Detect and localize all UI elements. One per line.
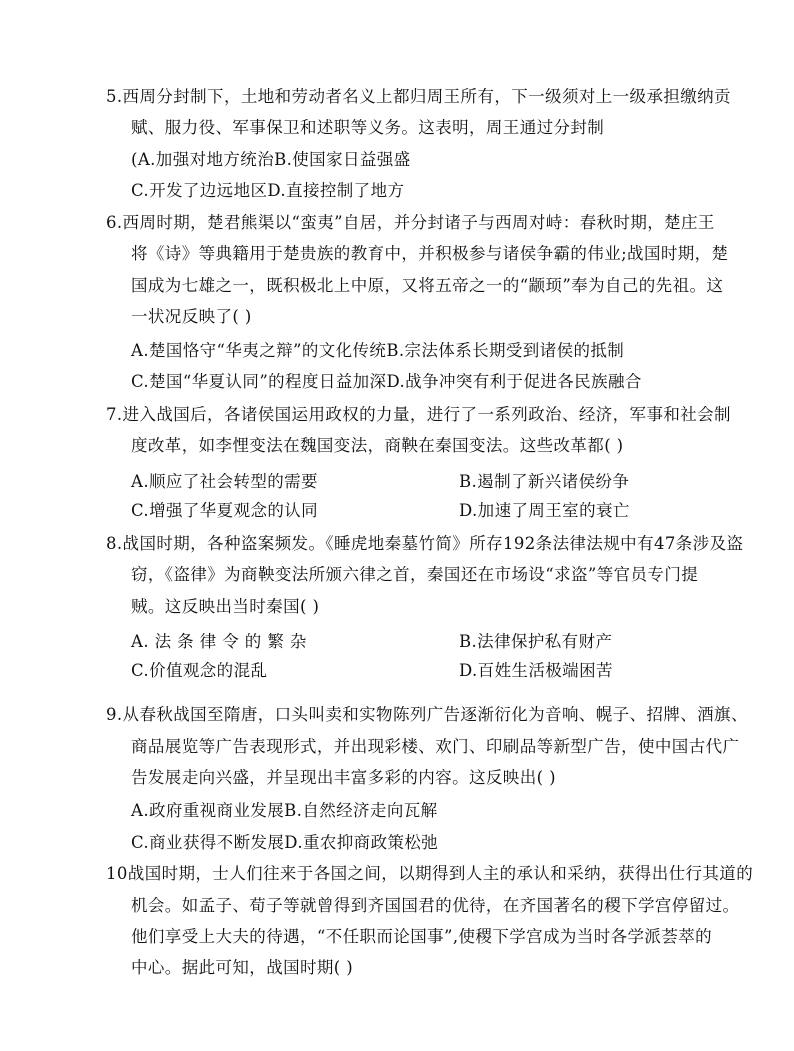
question-9-line-1: 9.从春秋战国至隋唐，口头叫卖和实物陈列广告逐渐衍化为音响、幌子、招牌、酒旗、 bbox=[106, 705, 748, 724]
question-7-option-d[interactable]: D.加速了周王室的衰亡 bbox=[459, 501, 630, 520]
question-10-line-4: 中心。据此可知，战国时期( ) bbox=[131, 958, 354, 977]
question-6-line-3: 国成为七雄之一，既积极北上中原，又将五帝之一的“颛顼”奉为自己的先祖。这 bbox=[131, 276, 724, 295]
question-9-line-3: 告发展走向兴盛，并呈现出丰富多彩的内容。这反映出( ) bbox=[131, 768, 556, 787]
question-10-line-2: 机会。如孟子、荀子等就曾得到齐国国君的优待，在齐国著名的稷下学宫停留过。 bbox=[131, 896, 740, 915]
question-8-line-2: 窃，《盗律》为商鞅变法所颁六律之首，秦国还在市场设“求盗”等官员专门提 bbox=[131, 565, 699, 584]
question-9-options-ab[interactable]: A.政府重视商业发展B.自然经济走向瓦解 bbox=[131, 801, 438, 820]
question-7-line-2: 度改革，如李悝变法在魏国变法，商鞅在秦国变法。这些改革都( ) bbox=[131, 436, 624, 455]
question-6-line-4: 一状况反映了( ) bbox=[131, 307, 252, 326]
question-6-options-cd[interactable]: C.楚国“华夏认同”的程度日益加深D.战争冲突有利于促进各民族融合 bbox=[131, 372, 642, 391]
question-5-options-cd[interactable]: C.开发了边远地区D.直接控制了地方 bbox=[131, 181, 405, 200]
question-8-option-a[interactable]: A. 法 条 律 令 的 繁 杂 bbox=[131, 632, 307, 651]
question-7-option-a[interactable]: A.顺应了社会转型的需要 bbox=[131, 472, 318, 491]
question-6-options-ab[interactable]: A.楚国恪守“华夷之辩”的文化传统B.宗法体系长期受到诸侯的抵制 bbox=[131, 341, 625, 360]
question-8-option-b[interactable]: B.法律保护私有财产 bbox=[459, 632, 613, 651]
question-8-line-3: 贼。这反映出当时秦国( ) bbox=[131, 597, 320, 616]
question-8-option-d[interactable]: D.百姓生活极端困苦 bbox=[459, 661, 613, 680]
question-7-option-b[interactable]: B.遏制了新兴诸侯纷争 bbox=[459, 472, 630, 491]
question-7-option-c[interactable]: C.增强了华夏观念的认同 bbox=[131, 501, 319, 520]
question-6-line-1: 6.西周时期，楚君熊渠以“蛮夷”自居，并分封诸子与西周对峙：春秋时期，楚庄王 bbox=[106, 213, 715, 232]
question-9-options-cd[interactable]: C.商业获得不断发展D.重农抑商政策松弛 bbox=[131, 833, 439, 852]
question-9-line-2: 商品展览等广告表现形式，并出现彩楼、欢门、印刷品等新型广告，使中国古代广 bbox=[131, 737, 740, 756]
question-6-line-2: 将《诗》等典籍用于楚贵族的教育中，并积极参与诸侯争霸的伟业;战国时期，楚 bbox=[131, 244, 729, 263]
question-10-line-3: 他们享受上大夫的待遇，“不任职而论国事”,使稷下学宫成为当时各学派荟萃的 bbox=[131, 927, 713, 946]
question-8-line-1: 8.战国时期，各种盗案频发。《睡虎地秦墓竹简》所存192条法律法规中有47条涉及盗 bbox=[106, 534, 744, 553]
question-8-option-c[interactable]: C.价值观念的混乱 bbox=[131, 661, 268, 680]
question-7-line-1: 7.进入战国后，各诸侯国运用政权的力量，进行了一系列政治、经济，军事和社会制 bbox=[106, 405, 731, 424]
question-5-line-1: 5.西周分封制下，土地和劳动者名义上都归周王所有，下一级须对上一级承担缴纳贡 bbox=[106, 87, 731, 106]
question-5-line-2: 赋、服力役、军事保卫和述职等义务。这表明，周王通过分封制 bbox=[131, 118, 605, 137]
question-10-line-1: 10战国时期，士人们往来于各国之间，以期得到人主的承认和采纳，获得出仕行其道的 bbox=[106, 864, 754, 883]
question-5-options-ab[interactable]: (A.加强对地方统治B.使国家日益强盛 bbox=[131, 150, 411, 169]
